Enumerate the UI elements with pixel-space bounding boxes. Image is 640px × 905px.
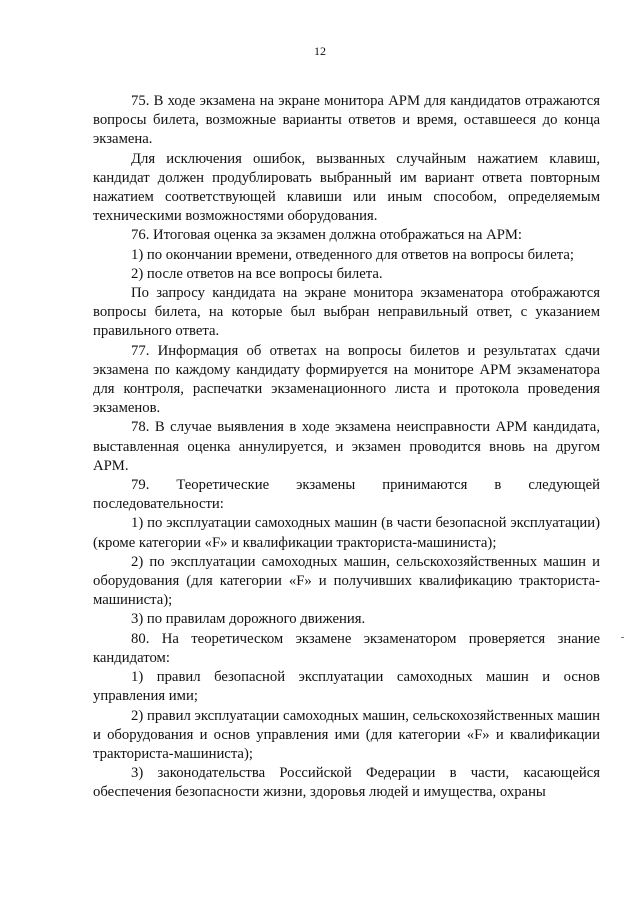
paragraph-80: 80. На теоретическом экзамене экзаменатором проверяется знание кандидатом: (93, 630, 600, 666)
paragraph-75-errors: Для исключения ошибок, вызванных случайным нажатием клавиш, кандидат должен продублировать выбранный им вариант ответа повторным нажатием соответствующей клавиши или иным способом, определяемым техническими возможностями оборудования. (93, 150, 600, 225)
paragraph-76-request: По запросу кандидата на экране монитора экзаменатора отображаются вопросы билета, на которые был выбран неправильный ответ, с указанием правильного ответа. (93, 285, 600, 340)
paragraph-80-item-2: 2) правил эксплуатации самоходных машин, сельскохозяйственных машин и оборудования и основ управления ими (для категории «F» и квалификации тракториста-машиниста); (93, 707, 600, 762)
page-number: 12 (314, 44, 326, 58)
paragraph-76-item-1: 1) по окончании времени, отведенного для ответов на вопросы билета; (131, 246, 574, 263)
scan-margin-mark (621, 637, 624, 638)
paragraph-79-item-1: 1) по эксплуатации самоходных машин (в части безопасной эксплуатации) (кроме категории «F» и квалификации тракториста-машиниста); (93, 515, 600, 551)
paragraph-76-item-2: 2) после ответов на все вопросы билета. (131, 265, 383, 282)
paragraph-76: 76. Итоговая оценка за экзамен должна отображаться на АРМ: (131, 227, 523, 244)
paragraph-77: 77. Информация об ответах на вопросы билетов и результатах сдачи экзамена по каждому кандидату формируется на мониторе АРМ экзаменатора для контроля, распечатки экзаменационного листа и протокола проведения экзаменов. (93, 342, 600, 417)
paragraph-80-item-3: 3) законодательства Российской Федерации в части, касающейся обеспечения безопасности жизни, здоровья людей и имущества, охраны (93, 765, 600, 801)
paragraph-80-item-1: 1) правил безопасной эксплуатации самоходных машин и основ управления ими; (93, 669, 600, 705)
paragraph-79-item-3: 3) по правилам дорожного движения. (131, 611, 366, 628)
document-body (93, 92, 600, 803)
paragraph-78: 78. В случае выявления в ходе экзамена неисправности АРМ кандидата, выставленная оценка аннулируется, и экзамен проводится вновь на другом АРМ. (93, 419, 600, 474)
paragraph-79: 79. Теоретические экзамены принимаются в следующей последовательности: (93, 477, 600, 513)
paragraph-75: 75. В ходе экзамена на экране монитора АРМ для кандидатов отражаются вопросы билета, возможные варианты ответов и время, оставшееся до конца экзамена. (93, 93, 600, 148)
paragraph-79-item-2: 2) по эксплуатации самоходных машин, сельскохозяйственных машин и оборудования (для категории «F» и получивших квалификацию тракториста-машиниста); (93, 553, 600, 609)
